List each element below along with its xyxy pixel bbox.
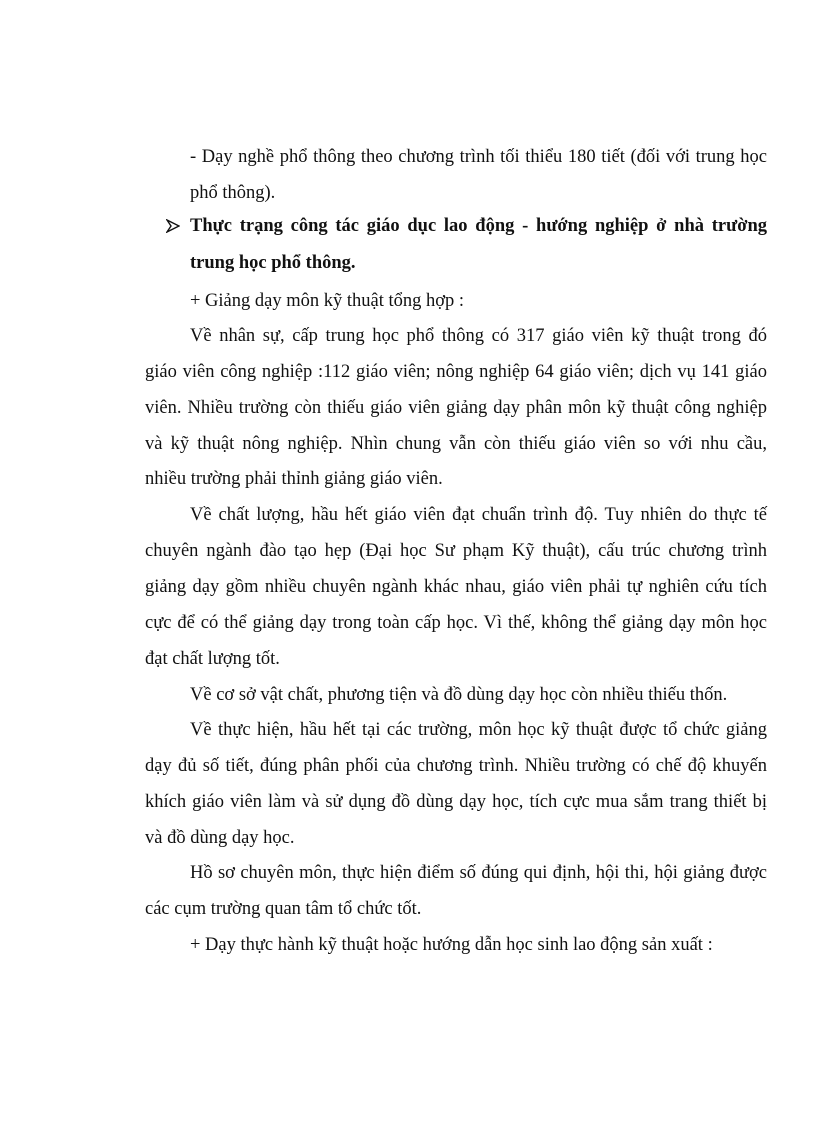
paragraph-line: khích giáo viên làm và sử dụng đồ dùng dạy học, tích cực mua sắm trang thiết bị <box>145 792 767 812</box>
paragraph-line: giáo viên công nghiệp :112 giáo viên; nông nghiệp 64 giáo viên; dịch vụ 141 giáo <box>145 362 767 382</box>
section-heading: Thực trạng công tác giáo dục lao động - hướng nghiệp ở nhà trường <box>190 216 767 236</box>
paragraph-line: Về cơ sở vật chất, phương tiện và đồ dùng dạy học còn nhiều thiếu thốn. <box>190 685 728 705</box>
paragraph-line: đạt chất lượng tốt. <box>145 649 280 669</box>
paragraph-line: + Dạy thực hành kỹ thuật hoặc hướng dẫn học sinh lao động sản xuất : <box>190 935 713 955</box>
paragraph-line: giảng dạy gồm nhiều chuyên ngành khác nhau, giáo viên phải tự nghiên cứu tích <box>145 577 767 597</box>
paragraph-line: nhiều trường phải thỉnh giảng giáo viên. <box>145 469 443 489</box>
paragraph-line: Hồ sơ chuyên môn, thực hiện điểm số đúng qui định, hội thi, hội giảng được <box>190 863 767 883</box>
paragraph-line: chuyên ngành đào tạo hẹp (Đại học Sư phạm Kỹ thuật), cấu trúc chương trình <box>145 541 767 561</box>
paragraph-line: Về nhân sự, cấp trung học phổ thông có 317 giáo viên kỹ thuật trong đó <box>190 326 767 346</box>
paragraph-line: - Dạy nghề phổ thông theo chương trình tối thiểu 180 tiết (đối với trung học <box>190 147 767 167</box>
paragraph-line: Về thực hiện, hầu hết tại các trường, môn học kỹ thuật được tổ chức giảng <box>190 720 767 740</box>
paragraph-line: và đồ dùng dạy học. <box>145 828 295 848</box>
paragraph-line: + Giảng dạy môn kỹ thuật tổng hợp : <box>190 291 465 311</box>
paragraph-line: các cụm trường quan tâm tổ chức tốt. <box>145 899 422 919</box>
paragraph-line: Về chất lượng, hầu hết giáo viên đạt chuẩn trình độ. Tuy nhiên do thực tế <box>190 505 767 525</box>
paragraph-line: cực để có thể giảng dạy trong toàn cấp học. Vì thế, không thể giảng dạy môn học <box>145 613 767 633</box>
paragraph-line: phổ thông). <box>190 183 276 203</box>
section-heading: trung học phổ thông. <box>190 253 356 273</box>
paragraph-line: và kỹ thuật nông nghiệp. Nhìn chung vẫn còn thiếu giáo viên so với nhu cầu, <box>145 434 767 454</box>
paragraph-line: dạy đủ số tiết, đúng phân phối của chương trình. Nhiều trường có chế độ khuyến <box>145 756 767 776</box>
arrowhead-bullet-icon <box>166 219 180 233</box>
paragraph-line: viên. Nhiều trường còn thiếu giáo viên giảng dạy phân môn kỹ thuật công nghiệp <box>145 398 767 418</box>
